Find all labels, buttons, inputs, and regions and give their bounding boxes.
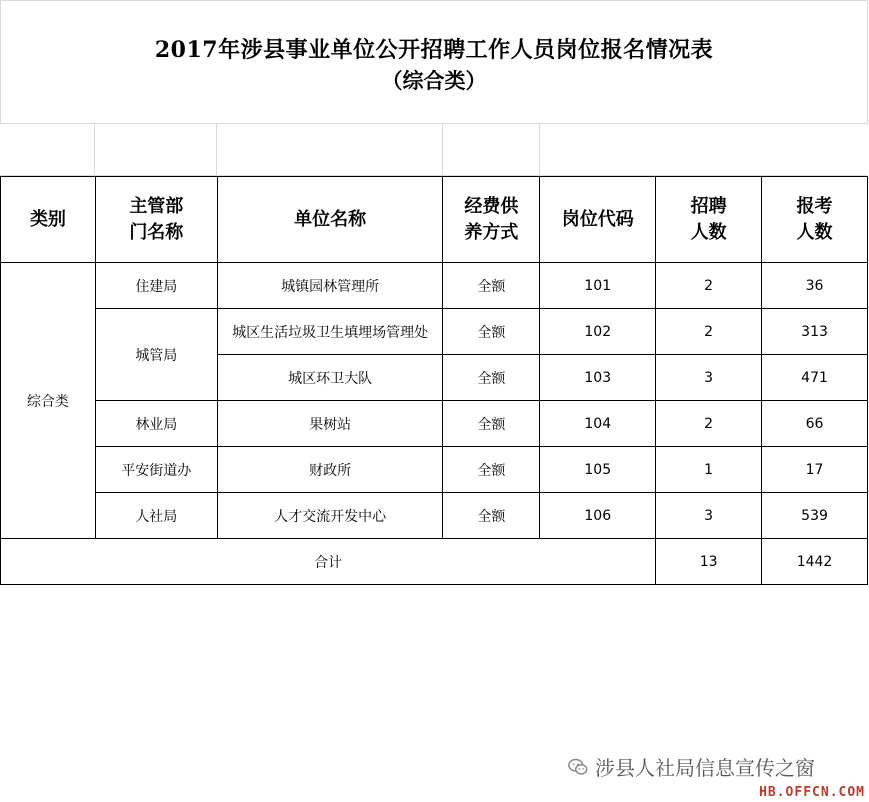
funding-cell: 全额	[443, 401, 540, 447]
funding-cell: 全额	[443, 309, 540, 355]
watermark-text: 涉县人社局信息宣传之窗	[595, 756, 815, 780]
table-row	[1, 493, 868, 539]
funding-cell: 全额	[443, 447, 540, 493]
header-hires: 招聘 人数	[656, 177, 762, 263]
unit-cell: 财政所	[217, 447, 443, 493]
category-cell: 综合类	[1, 263, 96, 539]
header-applicants: 报考 人数	[762, 177, 868, 263]
total-row	[1, 539, 868, 585]
hires-cell: 1	[656, 447, 762, 493]
code-cell: 106	[540, 493, 656, 539]
unit-cell: 城区环卫大队	[217, 355, 443, 401]
funding-cell: 全额	[443, 493, 540, 539]
dept-cell: 住建局	[95, 263, 217, 309]
page-title: 2017年涉县事业单位公开招聘工作人员岗位报名情况表	[154, 37, 714, 63]
code-cell: 103	[540, 355, 656, 401]
unit-cell: 城区生活垃圾卫生填埋场管理处	[217, 309, 443, 355]
hires-cell: 3	[656, 355, 762, 401]
total-applicants: 1442	[762, 539, 868, 585]
header-unit: 单位名称	[217, 177, 443, 263]
code-cell: 105	[540, 447, 656, 493]
total-label: 合计	[1, 539, 656, 585]
unit-cell: 果树站	[217, 401, 443, 447]
dept-cell: 平安街道办	[95, 447, 217, 493]
header-funding: 经费供 养方式	[443, 177, 540, 263]
applicants-cell: 313	[762, 309, 868, 355]
hires-cell: 2	[656, 263, 762, 309]
applicants-cell: 17	[762, 447, 868, 493]
header-dept: 主管部 门名称	[95, 177, 217, 263]
blank-cell	[0, 124, 95, 176]
header-code: 岗位代码	[540, 177, 656, 263]
wechat-icon	[567, 756, 589, 778]
blank-cell	[540, 124, 868, 176]
code-cell: 104	[540, 401, 656, 447]
code-cell: 101	[540, 263, 656, 309]
header-row	[1, 177, 868, 263]
code-cell: 102	[540, 309, 656, 355]
watermark	[567, 752, 815, 781]
unit-cell: 人才交流开发中心	[217, 493, 443, 539]
total-hires: 13	[656, 539, 762, 585]
dept-cell: 林业局	[95, 401, 217, 447]
header-category: 类别	[1, 177, 96, 263]
applicants-cell: 539	[762, 493, 868, 539]
title-box	[0, 0, 868, 124]
unit-cell: 城镇园林管理所	[217, 263, 443, 309]
table-row	[1, 263, 868, 309]
hires-cell: 2	[656, 401, 762, 447]
page-subtitle: （综合类）	[381, 68, 487, 93]
site-watermark: HB.OFFCN.COM	[759, 785, 865, 800]
applicants-cell: 36	[762, 263, 868, 309]
table-row	[1, 447, 868, 493]
dept-cell: 人社局	[95, 493, 217, 539]
applicants-cell: 66	[762, 401, 868, 447]
funding-cell: 全额	[443, 355, 540, 401]
blank-cell	[443, 124, 540, 176]
hires-cell: 2	[656, 309, 762, 355]
funding-cell: 全额	[443, 263, 540, 309]
blank-row	[0, 124, 868, 176]
applicants-cell: 471	[762, 355, 868, 401]
registration-table	[0, 176, 868, 585]
blank-cell	[95, 124, 217, 176]
table-row	[1, 309, 868, 355]
blank-cell	[217, 124, 443, 176]
hires-cell: 3	[656, 493, 762, 539]
table-row	[1, 401, 868, 447]
dept-cell: 城管局	[95, 309, 217, 401]
